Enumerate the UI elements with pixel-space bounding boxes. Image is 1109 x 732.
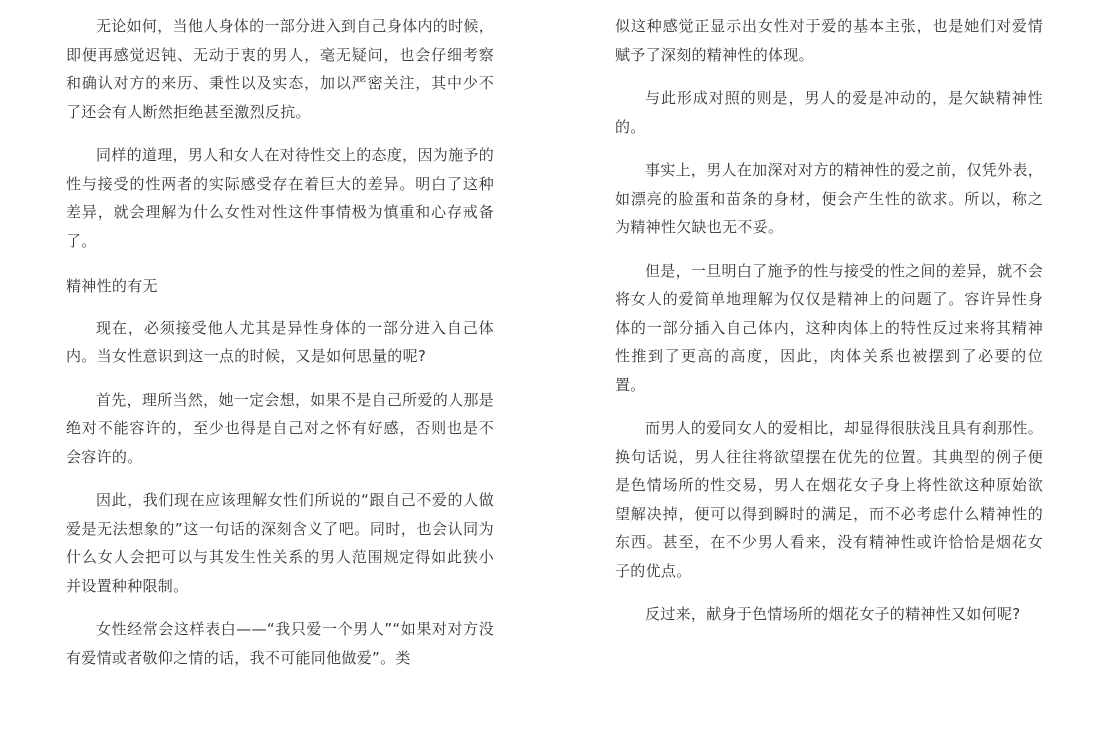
paragraph: 而男人的爱同女人的爱相比，却显得很肤浅且具有刹那性。换句话说，男人往往将欲望摆在优先的位置。其典型的例子便是色情场所的性交易，男人在烟花女子身上将性欲这种原始欲望解决掉，便可以得到瞬时的满足，而不必考虑什么精神性的东西。甚至，在不少男人看来，没有精神性或许恰恰是烟花女子的优点。 [615,419,1043,580]
paragraph: 现在，必须接受他人尤其是异性身体的一部分进入自己体内。当女性意识到这一点的时候，又是如何思量的呢? [66,318,494,365]
paragraph: 首先，理所当然，她一定会想，如果不是自己所爱的人那是绝对不能容许的，至少也得是自己对之怀有好感，否则也是不会容许的。 [66,390,494,466]
paragraph: 无论如何，当他人身体的一部分进入到自己身体内的时候，即便再感觉迟钝、无动于衷的男人，毫无疑问，也会仔细考察和确认对方的来历、秉性以及实态，加以严密关注，其中少不了还会有人断然拒绝甚至激烈反抗。 [66,17,494,121]
section-heading: 精神性的有无 [66,277,158,295]
paragraph: 与此形成对照的则是，男人的爱是冲动的，是欠缺精神性的。 [615,89,1043,136]
paragraph: 但是，一旦明白了施予的性与接受的性之间的差异，就不会将女人的爱简单地理解为仅仅是精神上的问题了。容许异性身体的一部分插入自己体内，这种肉体上的特性反过来将其精神性推到了更高的高度，因此，肉体关系也被摆到了必要的位置。 [615,261,1043,394]
right-column [615,12,1043,629]
paragraph: 女性经常会这样表白——“我只爱一个男人”“如果对对方没有爱情或者敬仰之情的话，我不可能同他做爱”。类 [66,620,494,667]
paragraph-continued: 似这种感觉正显示出女性对于爱的基本主张，也是她们对爱情赋予了深刻的精神性的体现。 [615,17,1043,64]
paragraph: 事实上，男人在加深对对方的精神性的爱之前，仅凭外表，如漂亮的脸蛋和苗条的身材，便会产生性的欲求。所以，称之为精神性欠缺也无不妥。 [615,161,1043,236]
paragraph: 因此，我们现在应该理解女性们所说的“跟自己不爱的人做爱是无法想象的”这一句话的深刻含义了吧。同时，也会认同为什么女人会把可以与其发生性关系的男人范围规定得如此狭小并设置种种限制。 [66,491,494,595]
left-column [66,12,494,672]
paragraph: 同样的道理，男人和女人在对待性交上的态度，因为施予的性与接受的性两者的实际感受存在着巨大的差异。明白了这种差异，就会理解为什么女性对性这件事情极为慎重和心存戒备了。 [66,146,494,250]
paragraph: 反过来，献身于色情场所的烟花女子的精神性又如何呢? [645,605,1021,623]
